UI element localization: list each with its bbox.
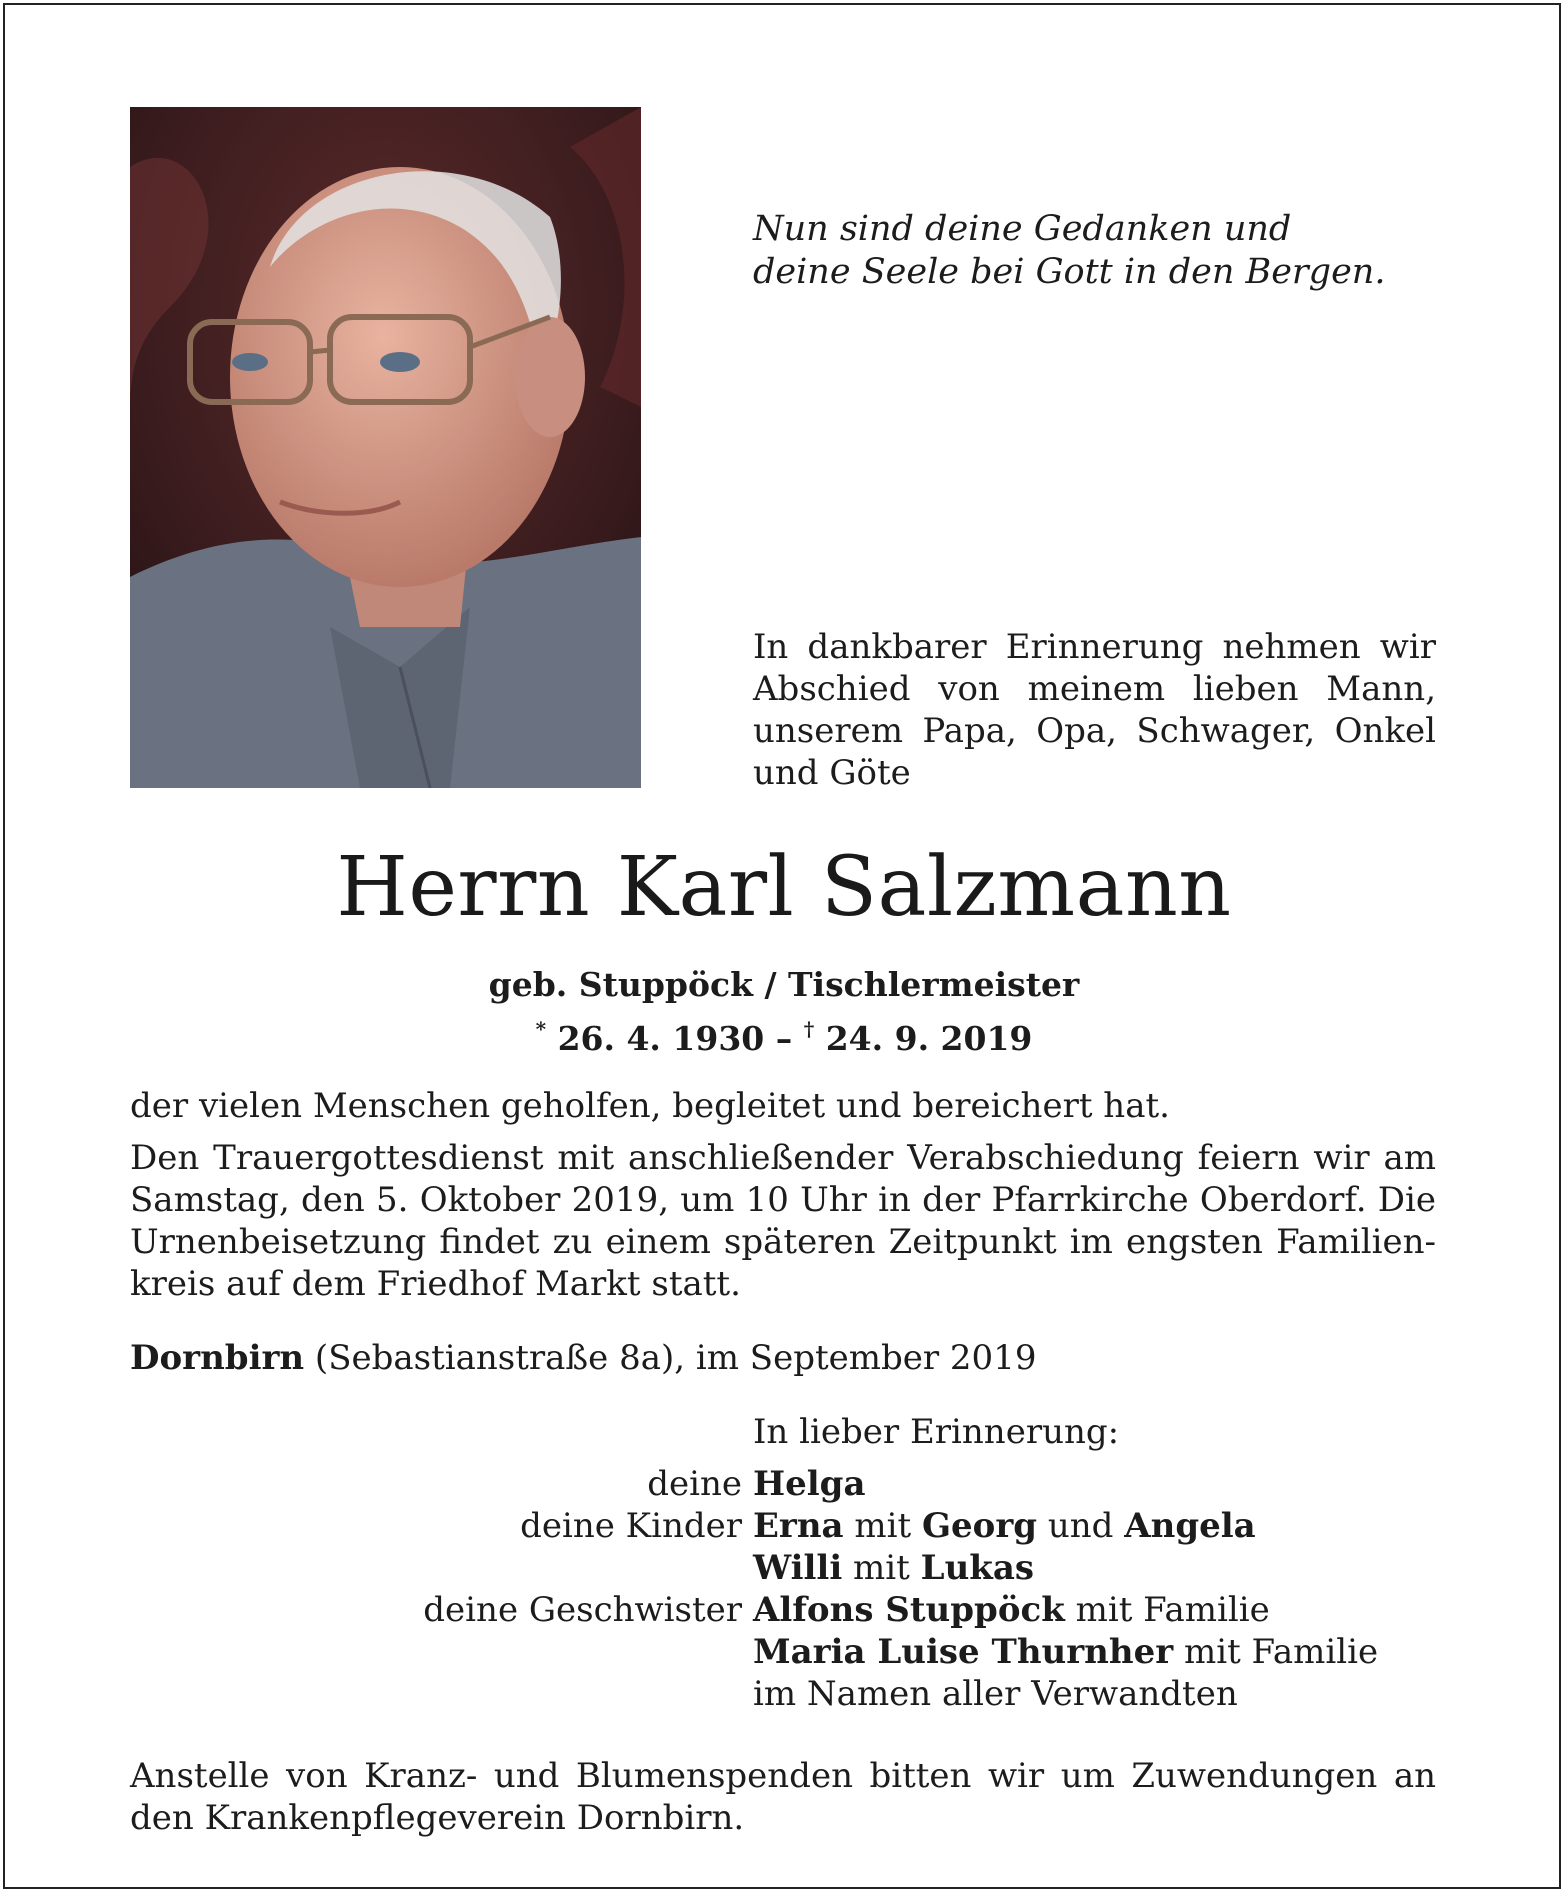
service-line: Urnenbeisetzung findet zu einem späteren Zeitpunkt im engsten Familien- xyxy=(130,1222,1436,1262)
family-row xyxy=(0,1505,1568,1547)
death-date: 24. 9. 2019 xyxy=(825,1019,1033,1058)
donation-paragraph xyxy=(130,1755,1436,1839)
family-label: deine Geschwister xyxy=(423,1590,742,1630)
connector: mit xyxy=(842,1548,921,1588)
greeting: In lieber Erinnerung: xyxy=(753,1412,1120,1452)
connector: mit xyxy=(843,1506,922,1546)
intro-text xyxy=(753,626,1436,794)
place-date-line xyxy=(130,1337,1436,1379)
intro-line: und Göte xyxy=(753,753,911,793)
date-separator: – xyxy=(764,1019,804,1058)
quote-line: deine Seele bei Gott in den Bergen. xyxy=(753,252,1386,292)
place-city: Dornbirn xyxy=(130,1338,305,1378)
death-mark: † xyxy=(803,1017,815,1041)
tribute-paragraph xyxy=(130,1085,1436,1127)
family-name: Helga xyxy=(753,1464,866,1504)
tribute-line: der vielen Menschen geholfen, begleitet und bereichert hat. xyxy=(130,1086,1170,1126)
name-subtitle: geb. Stuppöck / Tischlermeister xyxy=(488,965,1080,1004)
birth-date: 26. 4. 1930 xyxy=(557,1019,765,1058)
service-line: Den Trauergottesdienst mit anschließender Verabschiedung feiern wir am xyxy=(130,1138,1436,1178)
donation-line: den Krankenpflegeverein Dornbirn. xyxy=(130,1798,745,1838)
service-line: Samstag, den 5. Oktober 2019, um 10 Uhr in der Pfarrkirche Oberdorf. Die xyxy=(130,1180,1436,1220)
family-name: Willi xyxy=(753,1548,843,1588)
family-name: Maria Luise Thurnher xyxy=(753,1632,1174,1672)
service-line: kreis auf dem Friedhof Markt statt. xyxy=(130,1264,741,1304)
family-name: Erna xyxy=(753,1506,844,1546)
donation-line: Anstelle von Kranz- und Blumenspenden bitten wir um Zuwendungen an xyxy=(130,1756,1436,1796)
family-list xyxy=(0,1463,1568,1715)
connector: mit Familie xyxy=(1173,1632,1379,1672)
intro-line: Abschied von meinem lieben Mann, xyxy=(753,669,1436,709)
family-name: Alfons Stuppöck xyxy=(753,1590,1065,1630)
deceased-name: Herrn Karl Salzmann xyxy=(336,840,1232,935)
family-row xyxy=(0,1463,1568,1505)
place-rest: (Sebastianstraße 8a), im September 2019 xyxy=(304,1338,1037,1378)
connector: mit Familie xyxy=(1064,1590,1270,1630)
intro-line: In dankbarer Erinnerung nehmen wir xyxy=(753,627,1436,667)
family-name: Lukas xyxy=(920,1548,1035,1588)
family-row xyxy=(0,1589,1568,1631)
life-dates xyxy=(0,1007,1568,1061)
connector: und xyxy=(1037,1506,1125,1546)
service-paragraph xyxy=(130,1137,1436,1305)
family-row xyxy=(0,1547,1568,1589)
birth-mark: * xyxy=(535,1017,547,1041)
family-name: Angela xyxy=(1124,1506,1256,1546)
quote-line: Nun sind deine Gedanken und xyxy=(753,209,1292,249)
family-label: deine xyxy=(647,1464,742,1504)
intro-line: unserem Papa, Opa, Schwager, Onkel xyxy=(753,711,1436,751)
family-row xyxy=(0,1673,1568,1715)
family-label: deine Kinder xyxy=(520,1506,742,1546)
family-name: Georg xyxy=(921,1506,1038,1546)
family-row xyxy=(0,1631,1568,1673)
portrait-photo xyxy=(130,107,641,788)
relatives-line: im Namen aller Verwandten xyxy=(753,1674,1238,1714)
quote xyxy=(753,208,1453,294)
